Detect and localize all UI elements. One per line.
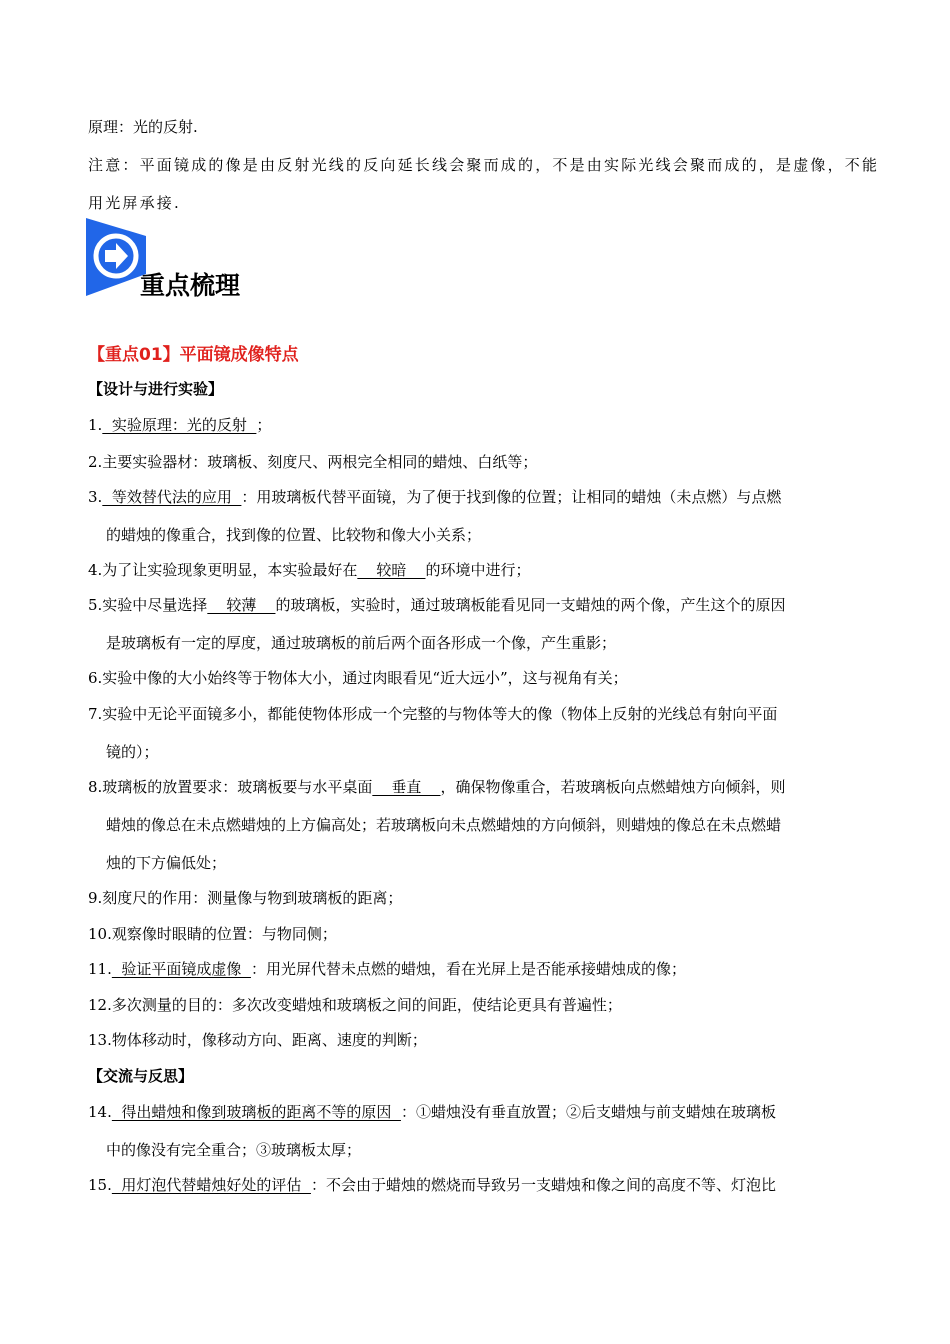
- list-item-12: 12.多次测量的目的：多次改变蜡烛和玻璃板之间的间距，使结论更具有普遍性；: [88, 996, 622, 1014]
- arrow-right-circle-icon: [86, 218, 146, 296]
- item-text: 4.为了让实验现象更明显，本实验最好在: [88, 561, 358, 579]
- list-item-4: [88, 560, 531, 580]
- item-text: 的玻璃板，实验时，通过玻璃板能看见同一支蜡烛的两个像，产生这个的原因: [275, 596, 786, 614]
- section-heading: 重点梳理: [140, 271, 241, 300]
- list-item-14-cont: 中的像没有完全重合；③玻璃板太厚；: [106, 1141, 362, 1159]
- design-heading: 【设计与进行实验】: [88, 380, 224, 398]
- list-item-14: [88, 1102, 776, 1122]
- item-text: ：①蜡烛没有垂直放置；②后支蜡烛与前支蜡烛在玻璃板: [400, 1103, 776, 1121]
- list-item-2: 2.主要实验器材：玻璃板、刻度尺、两根完全相同的蜡烛、白纸等；: [88, 453, 538, 471]
- item-number: 3.: [88, 488, 103, 506]
- list-item-3-cont: 的蜡烛的像重合，找到像的位置、比较物和像大小关系；: [106, 526, 482, 544]
- answer-blank: 等效替代法的应用: [102, 488, 242, 506]
- answer-blank: 验证平面镜成虚像: [111, 960, 251, 978]
- note-line-2: 用光屏承接.: [88, 194, 181, 212]
- list-item-5: [88, 595, 785, 615]
- list-item-13: 13.物体移动时，像移动方向、距离、速度的判断；: [88, 1031, 427, 1049]
- item-text: ：用光屏代替未点燃的蜡烛，看在光屏上是否能承接蜡烛成的像；: [250, 960, 686, 978]
- note-line-1: 注意：平面镜成的像是由反射光线的反向延长线会聚而成的，不是由实际光线会聚而成的，是虚像，不能: [88, 156, 880, 174]
- list-item-8-cont-2: 烛的下方偏低处；: [106, 854, 227, 872]
- answer-blank: 得出蜡烛和像到玻璃板的距离不等的原因: [111, 1103, 401, 1121]
- list-item-6: 6.实验中像的大小始终等于物体大小，通过肉眼看见“近大远小”，这与视角有关；: [88, 669, 628, 687]
- list-item-8-cont-1: 蜡烛的像总在未点燃蜡烛的上方偏高处；若玻璃板向未点燃蜡烛的方向倾斜，则蜡烛的像总在未点燃蜡: [106, 816, 782, 834]
- list-item-7-cont: 镜的）；: [106, 743, 159, 761]
- answer-blank: 用灯泡代替蜡烛好处的评估: [111, 1176, 311, 1194]
- list-item-5-cont: 是玻璃板有一定的厚度，通过玻璃板的前后两个面各形成一个像，产生重影；: [106, 634, 617, 652]
- list-item-1: [88, 415, 271, 435]
- item-number: 1.: [88, 416, 103, 434]
- item-text: ：用玻璃板代替平面镜，为了便于找到像的位置；让相同的蜡烛（未点燃）与点燃: [241, 488, 782, 506]
- list-item-9: 9.刻度尺的作用：测量像与物到玻璃板的距离；: [88, 889, 403, 907]
- list-item-11: [88, 959, 686, 979]
- item-text: 8.玻璃板的放置要求：玻璃板要与水平桌面: [88, 778, 373, 796]
- item-text: ，确保物像重合，若玻璃板向点燃蜡烛方向倾斜，则: [440, 778, 786, 796]
- answer-blank: 垂直: [372, 778, 441, 796]
- key-point-title: 【重点01】平面镜成像特点: [88, 345, 299, 365]
- answer-blank: 较薄: [207, 596, 276, 614]
- list-item-10: 10.观察像时眼睛的位置：与物同侧；: [88, 925, 337, 943]
- item-text: ；: [256, 416, 272, 434]
- item-text: 5.实验中尽量选择: [88, 596, 208, 614]
- list-item-15: [88, 1175, 776, 1195]
- answer-blank: 实验原理：光的反射: [102, 416, 257, 434]
- item-number: 14.: [88, 1103, 112, 1121]
- list-item-3: [88, 487, 781, 507]
- list-item-7: 7.实验中无论平面镜多小，都能使物体形成一个完整的与物体等大的像（物体上反射的光线总有射向平面: [88, 705, 778, 723]
- item-text: 的环境中进行；: [425, 561, 531, 579]
- item-text: ：不会由于蜡烛的燃烧而导致另一支蜡烛和像之间的高度不等、灯泡比: [310, 1176, 776, 1194]
- reflection-heading: 【交流与反思】: [88, 1067, 194, 1085]
- item-number: 11.: [88, 960, 112, 978]
- list-item-8: [88, 777, 786, 797]
- principle-line: 原理：光的反射.: [88, 118, 198, 136]
- answer-blank: 较暗: [357, 561, 426, 579]
- item-number: 15.: [88, 1176, 112, 1194]
